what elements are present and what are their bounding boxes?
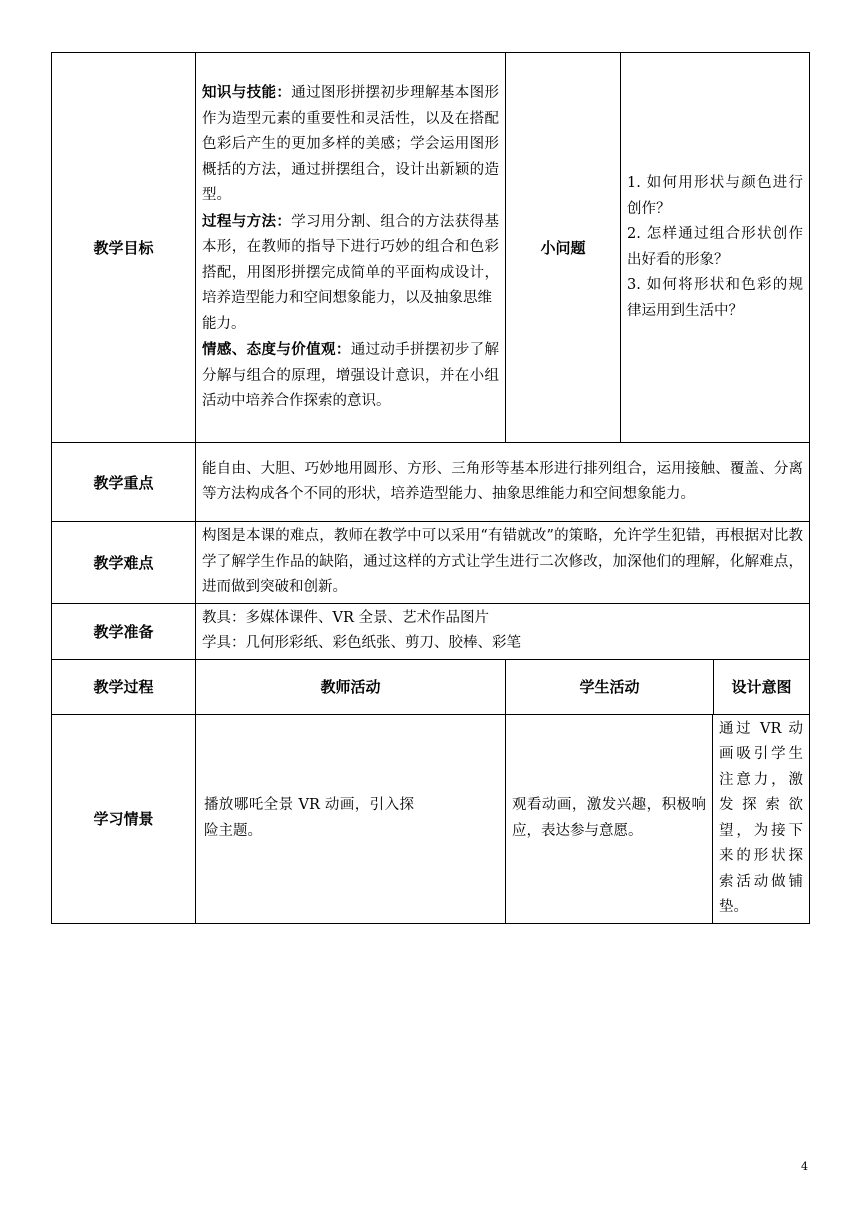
difficulties-row [52,522,810,604]
emotion-lead: 情感、态度与价值观： [202,341,351,359]
emotion-text: 通过动手拼摆初步了解分解与组合的原理，增强设计意识，并在小组活动中培养合作探索的意识。 [202,342,500,410]
knowledge-paragraph [202,80,499,209]
difficulties-text: 构图是本课的难点，教师在教学中可以采用“有错就改”的策略，允许学生犯错，再根据对比教学了解学生作品的缺陷，通过这样的方式让学生进行二次修改，加深他们的理解，化解难点，进而做到突破和创新。 [196,522,810,604]
knowledge-lead: 知识与技能： [202,84,292,102]
questions-label: 小问题 [506,53,621,443]
student-tools: 学具：几何形彩纸、彩色纸张、剪刀、胶棒、彩笔 [202,635,521,651]
preparation-label: 教学准备 [52,603,196,659]
objectives-label: 教学目标 [52,53,196,443]
objectives-row [52,53,810,443]
situation-teacher-text: 播放哪吒全景 VR 动画，引入探险主题。 [204,797,414,839]
process-label: 教学过程 [52,659,196,714]
situation-row [52,714,810,923]
preparation-content [196,603,810,659]
objectives-content [196,53,506,443]
questions-content [621,53,810,443]
process-header-row [52,659,810,714]
question-item: 3. 如何将形状和色彩的规律运用到生活中？ [627,277,803,319]
key-points-label: 教学重点 [52,443,196,522]
teacher-tools: 教具：多媒体课件、VR 全景、艺术作品图片 [202,609,489,626]
design-intent-header: 设计意图 [731,678,792,696]
situation-student-text: 观看动画，激发兴趣，积极响应，表达参与意愿。 [506,715,713,923]
lesson-plan-table [51,52,810,924]
situation-label: 学习情景 [52,714,196,923]
question-item: 1. 如何用形状与颜色进行创作？ [627,175,803,217]
knowledge-text: 通过图形拼摆初步理解基本图形作为造型元素的重要性和灵活性，以及在搭配色彩后产生的更加多样的美感；学会运用图形概括的方法，通过拼摆组合，设计出新颖的造型。 [202,85,500,204]
emotion-paragraph [202,337,499,415]
student-activity-header: 学生活动 [506,660,714,714]
question-item: 2. 怎样通过组合形状创作出好看的形象？ [627,226,803,268]
process-text: 学习用分割、组合的方法获得基本形，在教师的指导下进行巧妙的组合和色彩搭配，用图形拼摆完成简单的平面构成设计，培养造型能力和空间想象能力，以及抽象思维 [202,213,500,307]
student-and-intent-headers [506,659,810,714]
situation-teacher [196,714,506,923]
difficulties-label: 教学难点 [52,522,196,604]
situation-intent-text: 通过 VR 动画吸引学生注意力，激发探索欲望，为接下来的形状探索活动做铺垫。 [719,720,803,915]
process-lead: 过程与方法： [202,212,292,230]
process-tail: 能力。 [202,315,246,332]
key-points-text: 能自由、大胆、巧妙地用圆形、方形、三角形等基本形进行排列组合，运用接触、覆盖、分离等方法构成各个不同的形状，培养造型能力、抽象思维能力和空间想象能力。 [196,443,810,522]
preparation-row [52,603,810,659]
key-points-row [52,443,810,522]
situation-student-and-intent [506,714,810,923]
process-paragraph [202,209,499,312]
teacher-activity-header: 教师活动 [196,659,506,714]
page-number: 4 [801,1160,808,1173]
